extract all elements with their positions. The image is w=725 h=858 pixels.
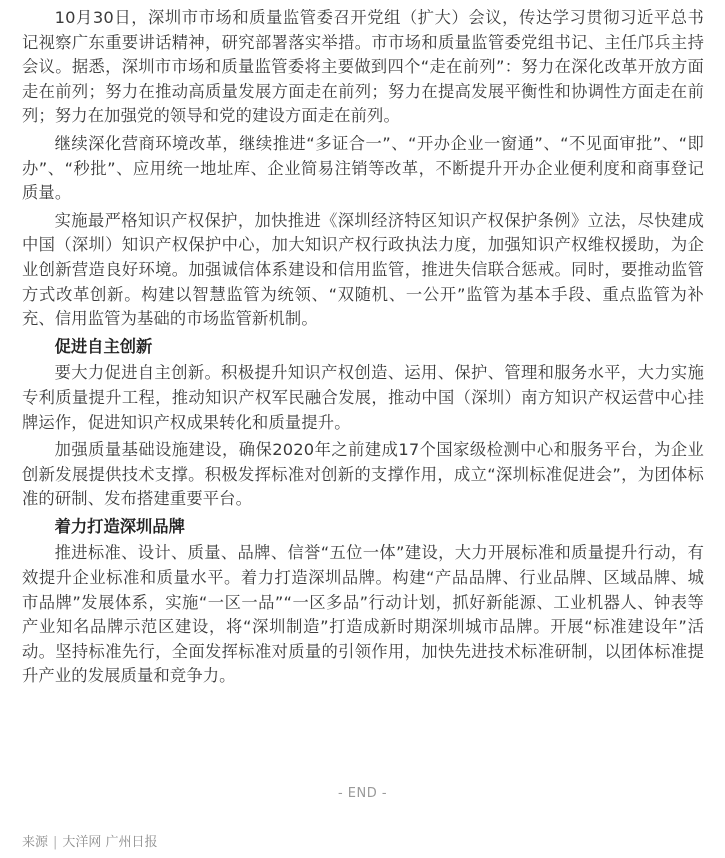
paragraph-innovation: 要大力促进自主创新。积极提升知识产权创造、运用、保护、管理和服务水平，大力实施专利质量提升工程，推动知识产权军民融合发展，推动中国（深圳）南方知识产权运营中心挂牌运作，促进知识产权成果转化和质量提升。 — [22, 363, 704, 432]
end-marker: - END - — [337, 786, 388, 801]
section-heading-innovation: 促进自主创新 — [54, 336, 153, 356]
paragraph-ip-protection: 实施最严格知识产权保护，加快推进《深圳经济特区知识产权保护条例》立法，尽快建成中国（深圳）知识产权保护中心，加大知识产权行政执法力度，加强知识产权维权援助，为企业创新营造良好环境。加强诚信体系建设和信用监管，推进失信联合惩戒。同时，要推动监管方式改革创新。构建以智慧监管为统领、“双随机、一公开”监管为基本手段、重点监管为补充、信用监管为基础的市场监管新机制。 — [22, 210, 704, 329]
paragraph-business-reform: 继续深化营商环境改革，继续推进“多证合一”、“开办企业一窗通”、“不见面审批”、“即办”、“秒批”、应用统一地址库、企业简易注销等改革，不断提升开办企业便利度和商事登记质量。 — [22, 133, 704, 203]
source-separator: | — [53, 835, 58, 850]
source-footer — [22, 831, 158, 850]
section-heading-brand: 着力打造深圳品牌 — [54, 516, 185, 536]
source-value: 大洋网 广州日报 — [62, 835, 158, 850]
source-label: 来源 — [22, 835, 49, 850]
paragraph-brand: 推进标准、设计、质量、品牌、信誉“五位一体”建设，大力开展标准和质量提升行动，有效提升企业标准和质量水平。着力打造深圳品牌。构建“产品品牌、行业品牌、区域品牌、城市品牌”发展体系，实施“一区一品”“一区多品”行动计划，抓好新能源、工业机器人、钟表等产业知名品牌示范区建设，将“深圳制造”打造成新时期深圳城市品牌。开展“标准建设年”活动。坚持标准先行，全面发挥标准对质量的引领作用，加快先进技术标准研制，以团体标准提升产业的发展质量和竞争力。 — [22, 543, 704, 686]
paragraph-quality-infrastructure: 加强质量基础设施建设，确保2020年之前建成17个国家级检测中心和服务平台，为企业创新发展提供技术支撑。积极发挥标准对创新的支撑作用，成立“深圳标准促进会”，为团体标准的研制、发布搭建重要平台。 — [22, 440, 704, 509]
paragraph-meeting: 10月30日，深圳市市场和质量监管委召开党组（扩大）会议，传达学习贯彻习近平总书记视察广东重要讲话精神，研究部署落实举措。市市场和质量监管委党组书记、主任邝兵主持会议。据悉，深圳市市场和质量监管委将主要做到四个“走在前列”：努力在深化改革开放方面走在前列；努力在推动高质量发展方面走在前列；努力在提高发展平衡性和协调性方面走在前列；努力在加强党的领导和党的建设方面走在前列。 — [22, 8, 704, 126]
article-body — [22, 6, 704, 689]
